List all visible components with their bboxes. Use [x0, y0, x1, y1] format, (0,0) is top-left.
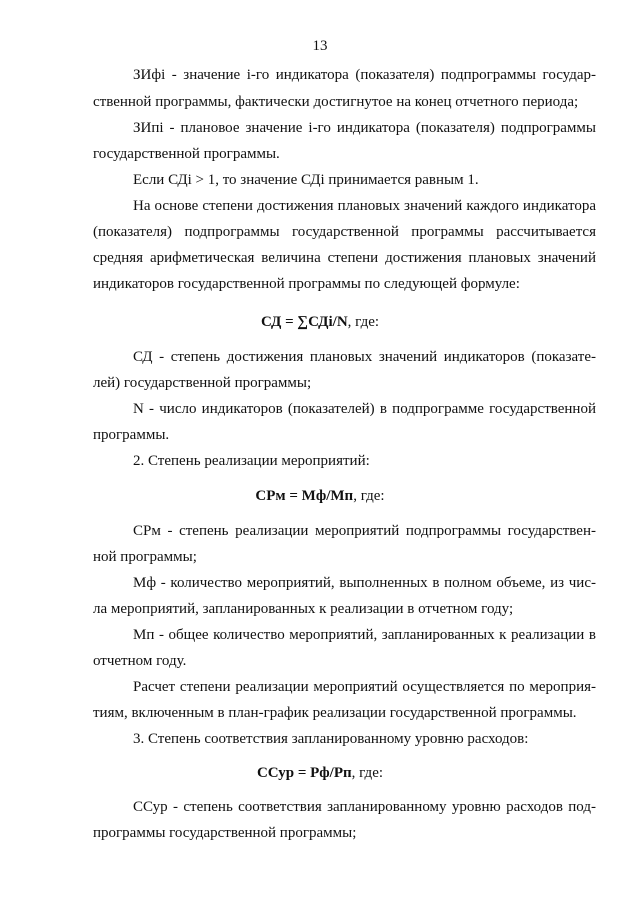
paragraph-line: государственной программы.: [93, 146, 280, 162]
paragraph-line: индикаторов государственной программы по следующей формуле:: [93, 276, 520, 292]
formula-ssur: [0, 764, 640, 782]
paragraph-line: ной программы;: [93, 549, 197, 565]
paragraph-line: 3. Степень соответствия запланированному уровню расходов:: [133, 731, 529, 747]
formula-expression: СРм = Мф/Мп: [255, 488, 354, 504]
paragraph-line: ственной программы, фактически достигнутое на конец отчетного периода;: [93, 94, 579, 110]
formula-sd: [0, 313, 640, 331]
paragraph-line: ССур - степень соответствия запланированному уровню расходов под-: [133, 799, 596, 815]
paragraph-line: СД - степень достижения плановых значений индикаторов (показате-: [133, 349, 596, 365]
paragraph-line: тиям, включенным в план-график реализации государственной программы.: [93, 705, 577, 721]
paragraph-line: СРм - степень реализации мероприятий подпрограммы государствен-: [133, 523, 596, 539]
paragraph-line: (показателя) подпрограммы государственной программы рассчитывается: [93, 224, 596, 240]
formula-suffix: , где:: [347, 314, 380, 330]
page-number: 13: [312, 38, 328, 54]
paragraph-line: ЗИпі - плановое значение і-го индикатора (показателя) подпрограммы: [133, 120, 596, 136]
paragraph-line: ЗИфі - значение і-го индикатора (показателя) подпрограммы государ-: [133, 67, 596, 83]
paragraph-line: Мф - количество мероприятий, выполненных в полном объеме, из чис-: [133, 575, 596, 591]
paragraph-line: Мп - общее количество мероприятий, запланированных к реализации в: [133, 627, 596, 643]
paragraph-line: отчетном году.: [93, 653, 187, 669]
paragraph-line: средняя арифметическая величина степени достижения плановых значений: [93, 250, 596, 266]
formula-expression: СД = ∑СДі/N: [260, 314, 348, 330]
paragraph-line: Если СДі > 1, то значение СДі принимается равным 1.: [133, 172, 479, 188]
paragraph-line: 2. Степень реализации мероприятий:: [133, 453, 370, 469]
paragraph-line: N - число индикаторов (показателей) в подпрограмме государственной: [133, 401, 596, 417]
paragraph-line: Расчет степени реализации мероприятий осуществляется по мероприя-: [133, 679, 596, 695]
paragraph-line: На основе степени достижения плановых значений каждого индикатора: [133, 198, 596, 214]
formula-srm: [0, 487, 640, 505]
paragraph-line: программы.: [93, 427, 170, 443]
paragraph-line: ла мероприятий, запланированных к реализации в отчетном году;: [93, 601, 514, 617]
formula-expression: ССур = Рф/Рп: [256, 765, 352, 781]
formula-suffix: , где:: [353, 488, 385, 504]
formula-suffix: , где:: [351, 765, 384, 781]
paragraph-line: лей) государственной программы;: [93, 375, 312, 391]
paragraph-line: программы государственной программы;: [93, 825, 357, 841]
